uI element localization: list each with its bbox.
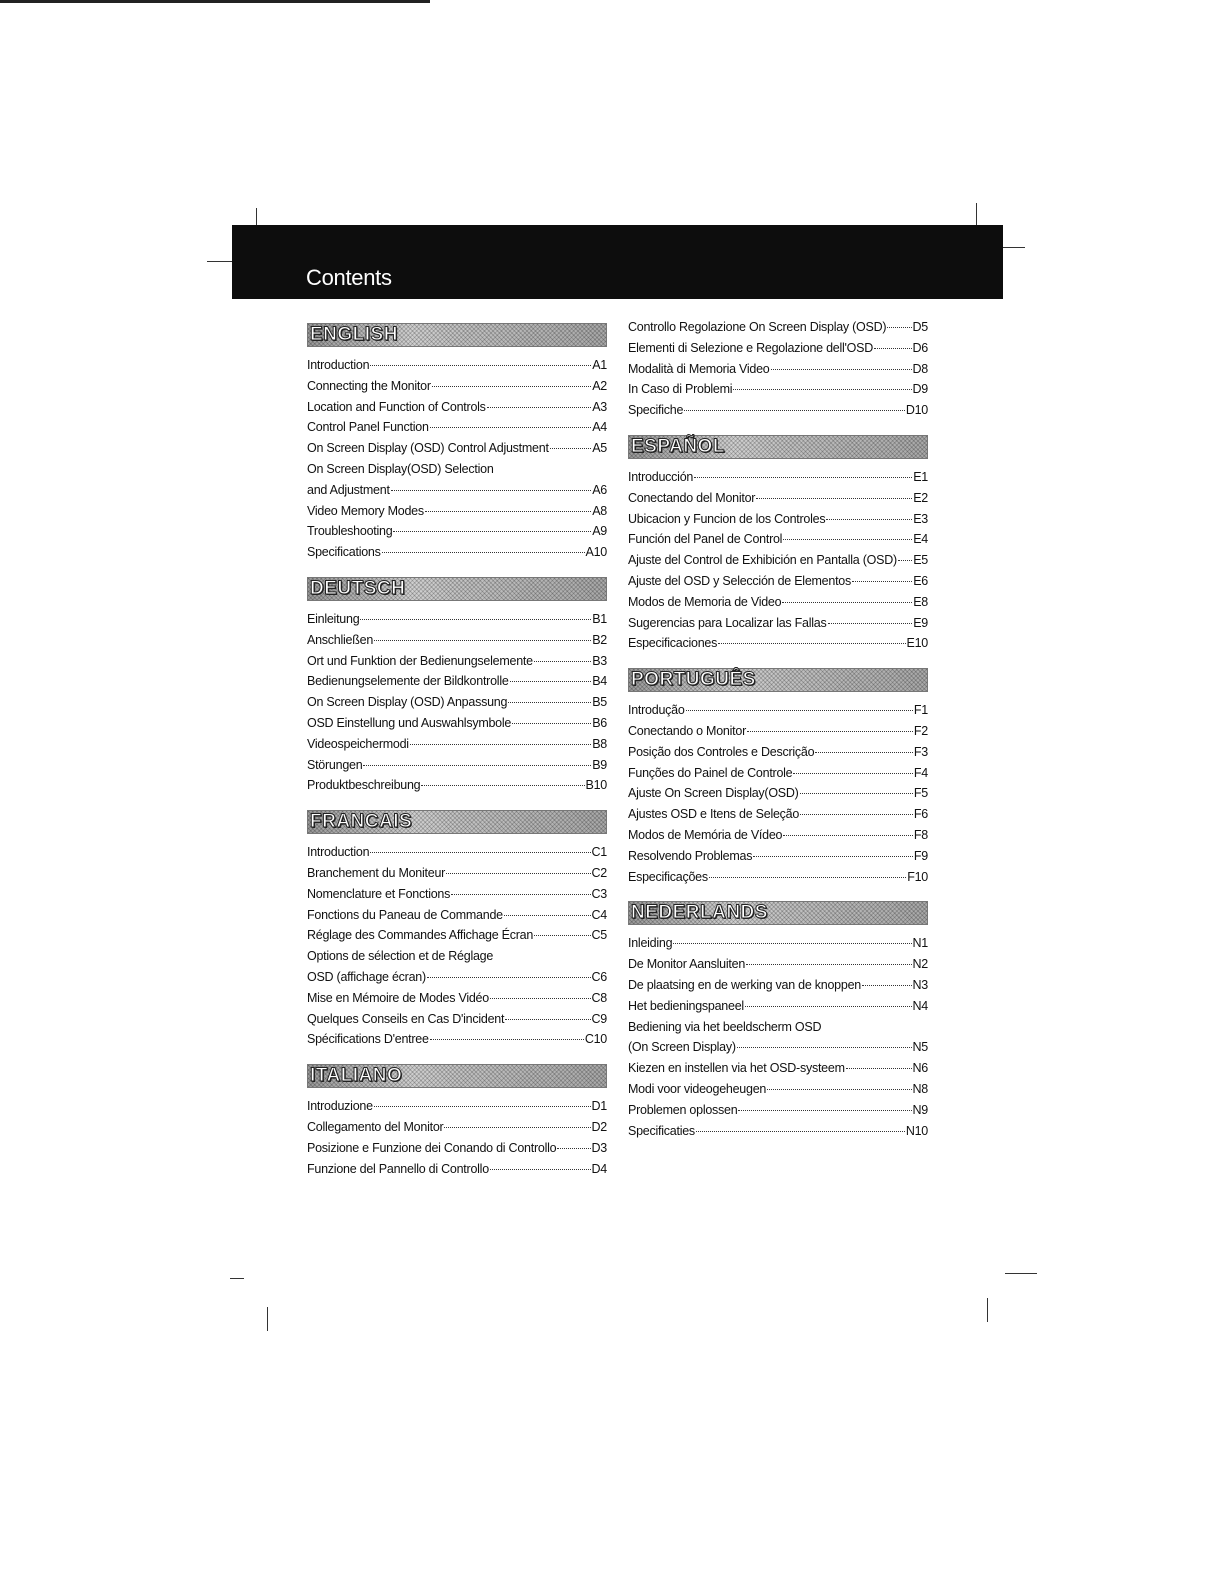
entry-title: Mise en Mémoire de Modes Vidéo [307,990,489,1005]
entry-title: On Screen Display (OSD) Control Adjustment [307,441,549,456]
entry-title: OSD (affichage écran) [307,969,426,984]
entry-title: Nomenclature et Fonctions [307,886,451,901]
entry-title: Introdução [628,703,685,718]
page-number: D10 [905,403,928,418]
page-number: C9 [591,1011,607,1026]
entry-title: On Screen Display(OSD) Selection [307,461,494,476]
entry-title: De plaatsing en de werking van de knoppen [628,977,861,992]
dot-leader [550,448,592,449]
toc-entry [628,633,928,654]
entry-title: Branchement du Moniteur [307,865,446,880]
dot-leader [510,681,592,682]
toc-section [628,317,928,435]
toc-entry [628,996,928,1017]
dot-leader [444,1127,590,1128]
toc-entry [628,1058,928,1079]
page-number: C3 [591,886,607,901]
entry-title: Ajuste del Control de Exhibición en Pantalla (OSD) [628,553,897,568]
toc-entry [628,954,928,975]
page-number: F5 [913,786,928,801]
dot-leader [733,389,911,390]
page-number: D5 [912,320,928,334]
toc-right-column [628,317,928,1141]
dot-leader [686,710,913,711]
page-title: Contents [306,265,392,290]
dot-leader [490,1169,591,1170]
dot-leader [793,773,913,774]
crop-mark [1003,247,1025,248]
top-edge-line [0,0,430,3]
page-number: D1 [591,1099,607,1114]
dot-leader [738,1110,911,1111]
toc-entry [307,925,607,946]
dot-leader [673,943,911,944]
entry-title: Conectando o Monitor [628,723,746,738]
page-number: F2 [913,723,928,738]
page-number: D6 [912,340,928,355]
toc-entry [628,1079,928,1100]
entry-title: Control Panel Function [307,420,429,435]
page-number: N3 [912,977,928,992]
entry-title: Ubicacion y Funcion de los Controles [628,511,826,526]
toc-entry [307,863,607,884]
entry-title: Funções do Painel de Controle [628,765,793,780]
section-heading: ITALIANO [310,1065,403,1087]
dot-leader [534,661,591,662]
dot-leader [694,477,912,478]
dot-leader [852,581,912,582]
toc-entry [628,400,928,421]
dot-leader [771,369,912,370]
page-number: E1 [913,469,928,484]
page-number: F10 [907,869,928,884]
toc-section [307,810,607,1064]
page-number: E4 [913,532,928,547]
page-number: N8 [912,1081,928,1096]
crop-mark [1005,1273,1037,1274]
dot-leader [746,964,911,965]
toc-entry [628,509,928,530]
toc-entry [307,842,607,863]
entry-title: Anschließen [307,632,374,647]
page-number: C5 [591,928,607,943]
page-number: C10 [584,1032,607,1047]
toc-entry [307,1029,607,1050]
dot-leader [753,856,913,857]
section-heading: DEUTSCH [310,577,406,599]
toc-entry [307,480,607,501]
dot-leader [767,1089,911,1090]
dot-leader [684,410,905,411]
toc-entry [628,529,928,550]
dot-leader [430,427,592,428]
dot-leader [446,873,590,874]
page-number: F1 [913,703,928,718]
page-number: C4 [591,907,607,922]
dot-leader [898,560,912,561]
page-number: B9 [592,757,607,772]
entry-title: Introduction [307,845,370,860]
page-number: B2 [592,632,607,647]
section-gap [307,796,607,810]
entry-title: and Adjustment [307,482,390,497]
entry-title: Modos de Memória de Vídeo [628,827,783,842]
entry-title: Options de sélection et de Réglage [307,949,494,964]
toc-entry [628,467,928,488]
entry-title: Posição dos Controles e Descrição [628,744,815,759]
dot-leader [374,1106,591,1107]
toc-entry [307,397,607,418]
entry-title: Réglage des Commandes Affichage Écran [307,928,534,943]
toc-entry [628,488,928,509]
crop-mark [207,261,233,262]
dot-leader [410,744,591,745]
toc-entry [307,905,607,926]
toc-entry [628,1121,928,1142]
entry-title: Resolvendo Problemas [628,848,753,863]
section-gap [628,421,928,435]
crop-mark [267,1307,268,1331]
entry-title: Modi voor videogeheugen [628,1081,767,1096]
toc-entry [307,755,607,776]
page-number: N5 [912,1040,928,1055]
page-number: B3 [592,653,607,668]
dot-leader [800,793,913,794]
page-number: F9 [913,848,928,863]
entry-title: In Caso di Problemi [628,382,733,397]
dot-leader [747,731,913,732]
entry-title: Introducción [628,469,694,484]
dot-leader [393,531,591,532]
toc-entry [628,359,928,380]
dot-leader [800,814,913,815]
dot-leader [709,877,906,878]
page-number: E3 [913,511,928,526]
page-number: D4 [591,1161,607,1176]
entry-title: Ajustes OSD e Itens de Seleção [628,807,800,822]
section-heading-bar [307,323,607,347]
toc-entry [628,379,928,400]
section-heading-bar [307,810,607,834]
page-number: A3 [592,399,607,414]
entry-title: Het bedieningspaneel [628,998,744,1013]
toc-section [307,1064,607,1179]
toc-entry [628,825,928,846]
dot-leader [363,765,591,766]
entry-title: Controllo Regolazione On Screen Display (OSD) [628,320,887,334]
page-number: A5 [592,441,607,456]
entry-title: Quelques Conseils en Cas D'incident [307,1011,505,1026]
section-heading-bar [628,668,928,692]
toc-entry [307,651,607,672]
entry-title: Sugerencias para Localizar las Fallas [628,615,827,630]
page-number: N1 [912,936,928,951]
toc-entry [628,317,928,338]
page-number: F8 [913,827,928,842]
entry-title: Connecting the Monitor [307,378,431,393]
page-number: C8 [591,990,607,1005]
page-number: D2 [591,1119,607,1134]
dot-leader [487,407,592,408]
dot-leader [783,835,913,836]
entry-title: Especificações [628,869,708,884]
page-number: B10 [585,778,607,793]
entry-title: Función del Panel de Control [628,532,783,547]
entry-title: De Monitor Aansluiten [628,957,746,972]
toc-entry [307,1138,607,1159]
entry-title: Fonctions du Paneau de Commande [307,907,503,922]
toc-entry [628,846,928,867]
toc-section [628,668,928,901]
toc-entry [628,1017,928,1038]
dot-leader [451,894,590,895]
toc-entry [628,742,928,763]
crop-mark [976,203,977,227]
dot-leader [783,539,912,540]
toc-entry [307,355,607,376]
page-number: N6 [912,1061,928,1076]
toc-entry [628,763,928,784]
entry-title: Ort und Funktion der Bedienungselemente [307,653,533,668]
page-number: C1 [591,845,607,860]
dot-leader [862,985,912,986]
entry-title: Troubleshooting [307,524,393,539]
entry-title: Funzione del Pannello di Controllo [307,1161,489,1176]
page-number: D9 [912,382,928,397]
entry-title: Videospeichermodi [307,736,409,751]
toc-entry [307,884,607,905]
dot-leader [826,519,912,520]
toc-entry [628,700,928,721]
page-number: C2 [591,865,607,880]
page-number: E8 [913,594,928,609]
entry-title: Especificaciones [628,636,718,651]
page-number: E6 [913,573,928,588]
section-heading: ESPAÑOL [631,435,725,457]
page-number: B6 [592,715,607,730]
toc-section [307,323,607,577]
dot-leader [534,935,590,936]
page-number: E9 [913,615,928,630]
entry-title: On Screen Display (OSD) Anpassung [307,695,508,710]
toc-entry [628,867,928,888]
section-gap [628,654,928,668]
toc-entry [307,1117,607,1138]
toc-section [307,577,607,810]
dot-leader [745,1006,912,1007]
entry-title: Ajuste del OSD y Selección de Elementos [628,573,852,588]
toc-entry [307,521,607,542]
page-number: C6 [591,969,607,984]
page-number: F4 [913,765,928,780]
entry-title: Specifications [307,545,381,560]
entry-title: Posizione e Funzione dei Conando di Controllo [307,1140,557,1155]
dot-leader [421,785,584,786]
dot-leader [427,977,591,978]
dot-leader [782,602,912,603]
dot-leader [370,852,590,853]
entry-title: Ajuste On Screen Display(OSD) [628,786,799,801]
entry-title: Location and Function of Controls [307,399,486,414]
section-heading: PORTUGUÊS [631,669,756,691]
toc-section [628,435,928,668]
dot-leader [874,348,912,349]
entry-title: Bediening via het beeldscherm OSD [628,1019,822,1034]
toc-entry [307,1159,607,1180]
contents-banner [232,225,1003,299]
dot-leader [508,702,591,703]
toc-entry [628,804,928,825]
page-number: B1 [592,611,607,626]
entry-title: Modos de Memoria de Video [628,594,782,609]
toc-entry [628,721,928,742]
toc-entry [307,417,607,438]
dot-leader [505,1019,590,1020]
dot-leader [815,752,913,753]
toc-entry [628,933,928,954]
toc-section [628,901,928,1141]
page-number: B4 [592,674,607,689]
page-number: N4 [912,998,928,1013]
crop-mark [230,1278,244,1279]
toc-entry [307,775,607,796]
dot-leader [430,1039,584,1040]
toc-entry [628,338,928,359]
dot-leader [432,386,591,387]
page-number: D3 [591,1140,607,1155]
toc-entry [628,613,928,634]
toc-entry [307,1096,607,1117]
entry-title: Introduction [307,358,370,372]
dot-leader [382,552,585,553]
toc-entry [628,1100,928,1121]
entry-title: OSD Einstellung und Auswahlsymbole [307,715,512,730]
page-number: N10 [905,1123,928,1138]
entry-title: Video Memory Modes [307,503,424,518]
dot-leader [846,1068,912,1069]
toc-entry [628,975,928,996]
section-heading-bar [307,577,607,601]
entry-title: Einleitung [307,611,360,626]
toc-entry [307,376,607,397]
page-number: A10 [585,545,607,560]
toc-entry [628,592,928,613]
page-number: A4 [592,420,607,435]
dot-leader [370,365,591,366]
entry-title: Bedienungselemente der Bildkontrolle [307,674,509,689]
dot-leader [737,1047,912,1048]
entry-title: Collegamento del Monitor [307,1119,444,1134]
toc-entry [307,459,607,480]
toc-entry [307,630,607,651]
page-number: N2 [912,957,928,972]
page-number: B8 [592,736,607,751]
entry-title: Specifiche [628,403,684,418]
page-number: N9 [912,1102,928,1117]
toc-entry [307,671,607,692]
dot-leader [718,643,905,644]
dot-leader [425,511,591,512]
page-number: A6 [592,482,607,497]
page-number: A1 [592,358,607,372]
page-number: B5 [592,695,607,710]
page-number: F3 [913,744,928,759]
toc-entry [307,542,607,563]
dot-leader [374,640,591,641]
entry-title: Conectando del Monitor [628,490,756,505]
entry-title: (On Screen Display) [628,1040,736,1055]
entry-title: Specificaties [628,1123,695,1138]
toc-entry [628,783,928,804]
entry-title: Kiezen en instellen via het OSD-systeem [628,1061,845,1076]
toc-entry [307,501,607,522]
section-heading: NEDERLANDS [631,902,768,924]
dot-leader [557,1148,590,1149]
toc-entry [628,550,928,571]
section-gap [628,887,928,901]
toc-entry [307,609,607,630]
toc-entry [307,734,607,755]
entry-title: Introduzione [307,1099,373,1114]
page-number: A2 [592,378,607,393]
toc-entry [307,946,607,967]
dot-leader [490,998,591,999]
dot-leader [828,623,913,624]
dot-leader [756,498,912,499]
section-heading-bar [628,901,928,925]
toc-entry [628,1037,928,1058]
entry-title: Störungen [307,757,363,772]
entry-title: Modalità di Memoria Video [628,361,770,376]
dot-leader [504,915,591,916]
page-number: D8 [912,361,928,376]
toc-entry [307,713,607,734]
page-number: A8 [592,503,607,518]
toc-entry [307,692,607,713]
page-number: E2 [913,490,928,505]
dot-leader [360,619,591,620]
toc-entry [307,967,607,988]
toc-entry [628,571,928,592]
section-heading: ENGLISH [310,324,398,345]
page-number: E10 [906,636,928,651]
crop-mark [987,1298,988,1322]
section-gap [307,1050,607,1064]
section-heading: FRANCAIS [310,811,413,833]
dot-leader [391,490,592,491]
toc-entry [307,988,607,1009]
section-heading-bar [628,435,928,459]
dot-leader [696,1131,905,1132]
dot-leader [512,723,591,724]
toc-entry [307,1009,607,1030]
toc-entry [307,438,607,459]
entry-title: Inleiding [628,936,673,951]
section-heading-bar [307,1064,607,1088]
entry-title: Problemen oplossen [628,1102,738,1117]
entry-title: Produktbeschreibung [307,778,421,793]
entry-title: Spécifications D'entree [307,1032,429,1047]
page-number: F6 [913,807,928,822]
toc-left-column [307,323,607,1179]
dot-leader [887,327,911,328]
entry-title: Elementi di Selezione e Regolazione dell'OSD [628,340,874,355]
page-number: E5 [913,553,928,568]
section-gap [307,563,607,577]
page-number: A9 [592,524,607,539]
